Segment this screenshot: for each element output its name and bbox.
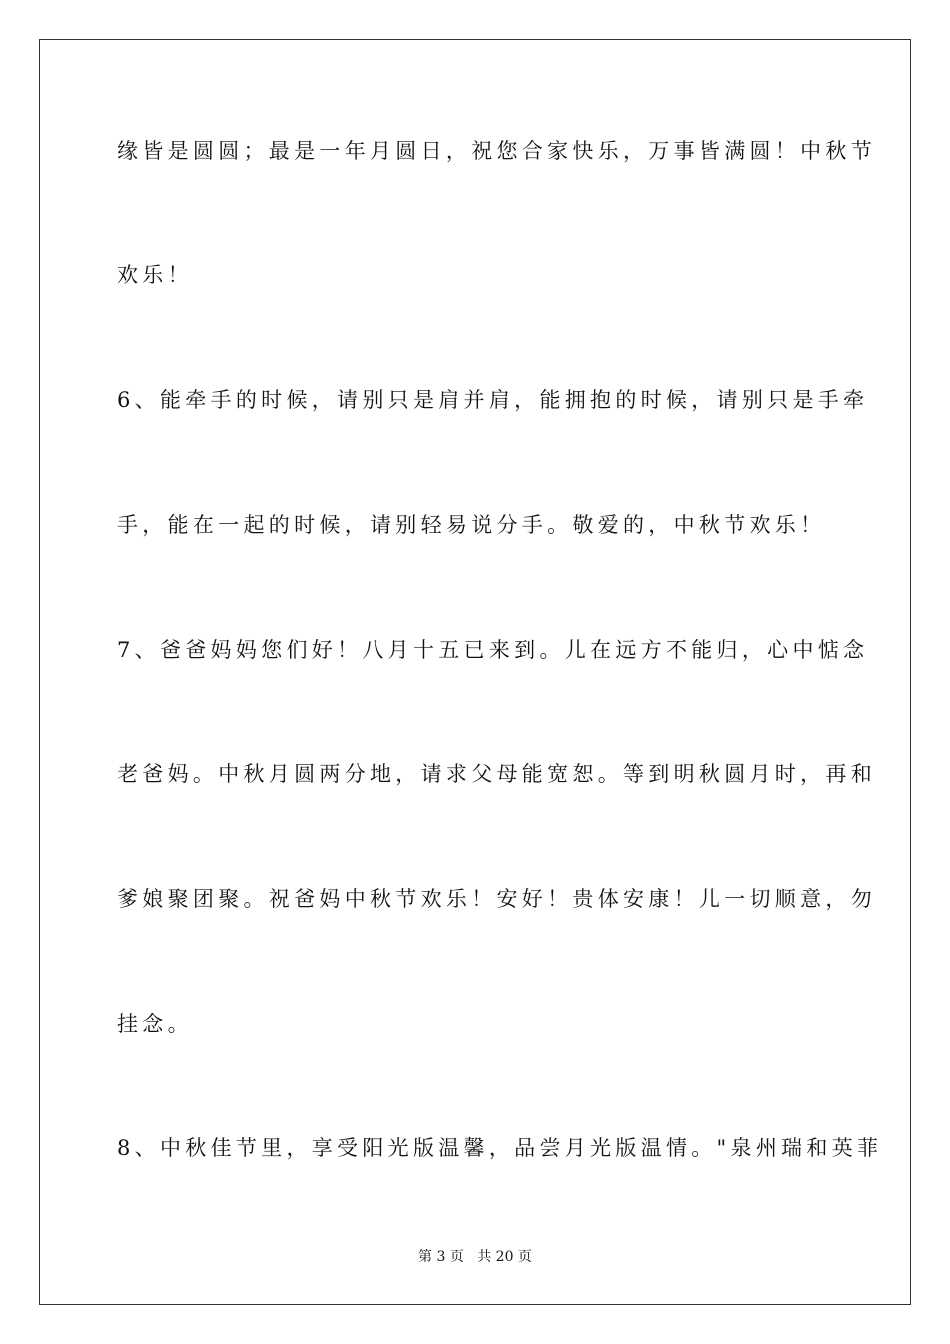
page-number: 第 3 页 <box>418 1249 464 1265</box>
body-text-line: 8、中秋佳节里，享受阳光版温馨，品尝月光版温情。"泉州瑞和英菲 <box>117 1136 883 1160</box>
page-footer <box>0 1248 950 1266</box>
body-text-line: 7、爸爸妈妈您们好！八月十五已来到。儿在远方不能归，心中惦念 <box>117 638 869 662</box>
body-text-line: 手，能在一起的时候，请别轻易说分手。敬爱的，中秋节欢乐！ <box>117 513 826 537</box>
body-text-line: 欢乐！ <box>117 263 193 287</box>
page-border <box>39 39 911 1305</box>
body-text-line: 挂念。 <box>117 1012 193 1036</box>
body-text-line: 6、能牵手的时候，请别只是肩并肩，能拥抱的时候，请别只是手牵 <box>117 388 869 412</box>
body-text-line: 爹娘聚团聚。祝爸妈中秋节欢乐！安好！贵体安康！儿一切顺意，勿 <box>117 887 876 911</box>
body-text-line: 缘皆是圆圆；最是一年月圆日，祝您合家快乐，万事皆满圆！中秋节 <box>117 139 876 163</box>
body-text-line: 老爸妈。中秋月圆两分地，请求父母能宽恕。等到明秋圆月时，再和 <box>117 762 876 786</box>
page-total: 共 20 页 <box>477 1249 532 1265</box>
